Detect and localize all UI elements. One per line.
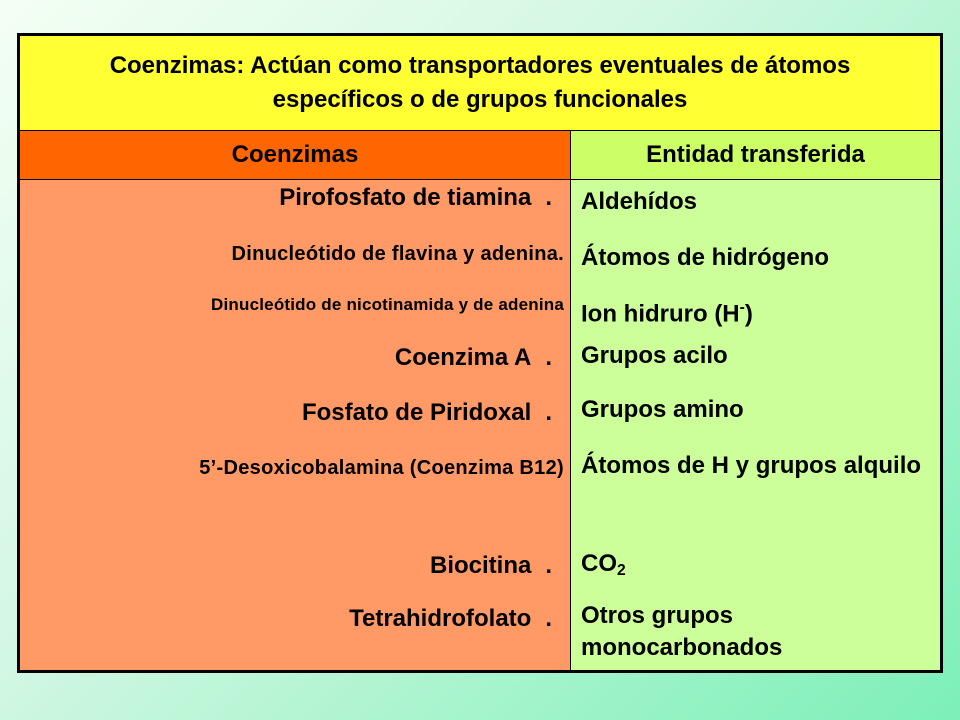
table-title: Coenzimas: Actúan como transportadores eventuales de átomos específicos o de grupos funcionales	[109, 52, 851, 113]
entity-text-tail: )	[744, 300, 753, 328]
coenzyme-cell	[302, 399, 552, 427]
coenzyme-name: Dinucleótido de flavina y adenina	[231, 243, 559, 265]
coenzymes-table	[17, 33, 943, 673]
coenzyme-cell	[279, 184, 552, 212]
entity-superscript: -	[739, 299, 745, 316]
coenzyme-name: Tetrahidrofolato	[349, 605, 532, 632]
column-header-coenzymes-label: Coenzimas	[231, 141, 359, 168]
coenzyme-dot: .	[545, 184, 552, 211]
entity-cell: Átomos de H y grupos alquilo	[581, 452, 922, 479]
coenzyme-dot: .	[545, 399, 552, 426]
entity-cell	[581, 292, 931, 330]
entity-column	[571, 180, 940, 670]
entity-cell: Átomos de hidrógeno	[581, 244, 829, 271]
coenzyme-name: Biocitina	[429, 552, 532, 579]
entity-cell	[581, 548, 931, 587]
coenzyme-name: Fosfato de Piridoxal	[301, 399, 532, 426]
coenzyme-cell	[232, 243, 565, 266]
coenzyme-cell	[430, 552, 552, 580]
coenzyme-cell	[211, 295, 564, 315]
table-title-row	[20, 36, 940, 131]
entity-cell: Otros grupos monocarbonados	[581, 602, 783, 661]
coenzyme-name: Pirofosfato de tiamina	[279, 184, 532, 211]
coenzyme-name: 5’-Desoxicobalamina (Coenzima B12)	[199, 457, 564, 479]
coenzyme-dot: .	[558, 243, 564, 265]
coenzyme-cell	[395, 344, 552, 372]
column-header-entity-label: Entidad transferida	[646, 141, 865, 168]
coenzyme-dot: .	[545, 605, 552, 632]
coenzyme-name: Coenzima A	[394, 344, 532, 371]
entity-text: CO	[581, 550, 617, 577]
coenzyme-dot: .	[545, 344, 552, 371]
coenzymes-column	[20, 180, 571, 670]
entity-cell: Grupos amino	[581, 396, 744, 423]
entity-cell: Aldehídos	[581, 188, 698, 215]
entity-subscript: 2	[617, 561, 626, 579]
column-header-coenzymes	[20, 131, 571, 180]
entity-text: Ion hidruro (H	[581, 300, 740, 328]
coenzyme-name: Dinucleótido de nicotinamida y de adenina	[211, 295, 564, 314]
coenzyme-cell	[349, 605, 552, 633]
column-header-entity	[571, 131, 940, 180]
coenzyme-cell	[199, 457, 564, 480]
entity-cell: Grupos acilo	[581, 342, 728, 369]
coenzyme-dot: .	[545, 552, 552, 579]
